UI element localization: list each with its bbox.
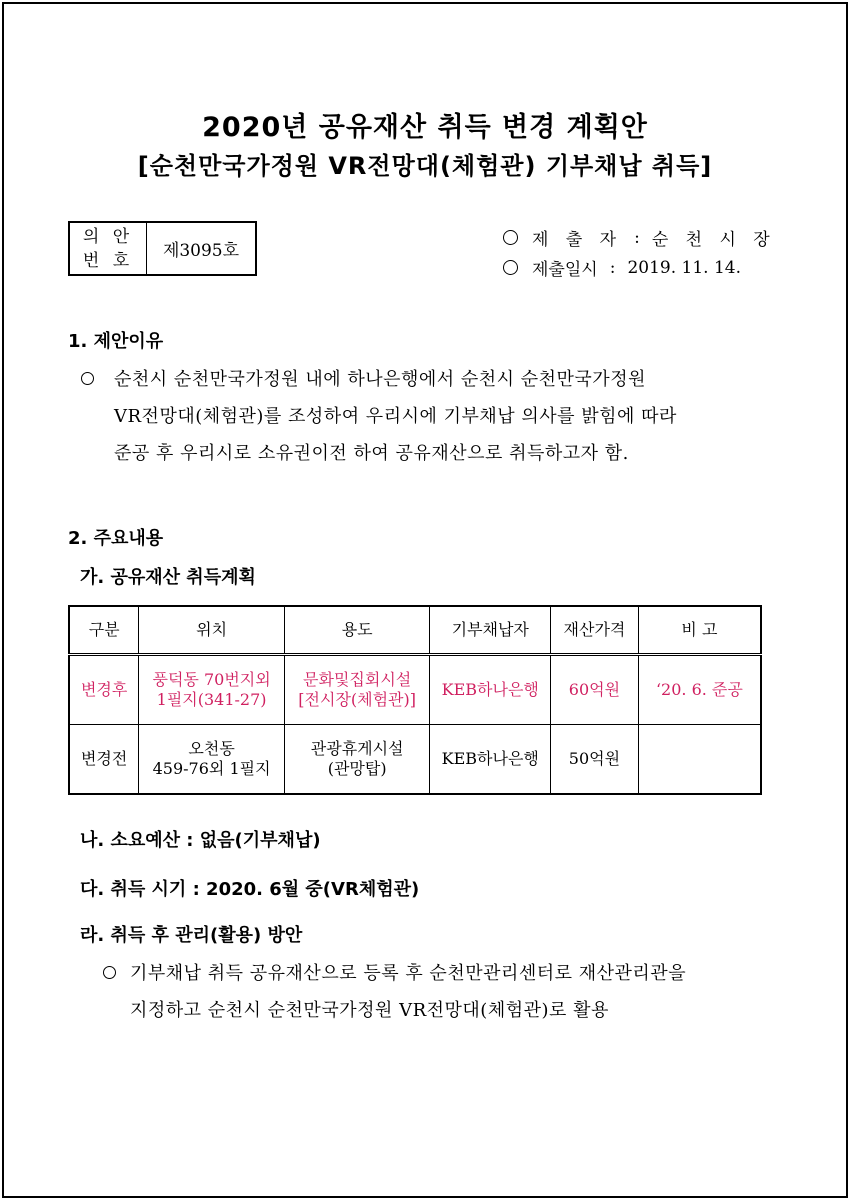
document-subtitle: [순천만국가정원 VR전망대(체험관) 기부채납 취득] [137, 152, 713, 180]
section1-heading: 1. 제안이유 [68, 331, 164, 352]
section2-sub-ga: 가. 공유재산 취득계획 [80, 567, 256, 588]
note-cell [638, 724, 761, 794]
column-header: 위치 [139, 606, 285, 654]
location-line1: 오천동 [188, 738, 235, 758]
submitter-label: 제 출 자 [532, 230, 623, 250]
price-cell: 50억원 [551, 724, 639, 794]
section2-sub-na: 나. 소요예산 : 없음(기부채납) [80, 830, 321, 851]
acquisition-plan-table [68, 605, 762, 795]
use-cell [284, 724, 430, 794]
row-type-cell: 변경후 [69, 654, 139, 724]
bill-number-value: 제3095호 [162, 241, 240, 261]
circle-bullet-icon [103, 966, 116, 979]
section2-sub-ra: 라. 취득 후 관리(활용) 방안 [80, 925, 303, 946]
colon-separator: : [609, 257, 616, 278]
location-line2: 1필지(341-27) [156, 689, 267, 709]
circle-bullet-icon [503, 260, 518, 275]
bill-label-line2: 번 호 [82, 250, 134, 271]
submit-date-value: 2019. 11. 14. [627, 257, 741, 278]
use-line1: 관광휴게시설 [310, 738, 404, 758]
column-header: 용도 [284, 606, 430, 654]
document-title: 2020년 공유재산 취득 변경 계획안 [202, 112, 648, 143]
submitter-row [503, 225, 776, 250]
use-line2: [전시장(체험관)] [298, 689, 417, 709]
donor-cell: KEB하나은행 [430, 724, 551, 794]
submit-date-label: 제출일시 [532, 260, 598, 280]
table-header-row [69, 606, 761, 654]
location-cell [139, 654, 285, 724]
use-line1: 문화및집회시설 [303, 669, 412, 689]
column-header: 기부채납자 [430, 606, 551, 654]
price-cell: 60억원 [551, 654, 639, 724]
section2-heading: 2. 주요내용 [68, 528, 164, 549]
table-row [69, 724, 761, 794]
use-line2: (관망탑) [327, 758, 387, 778]
column-header: 재산가격 [551, 606, 639, 654]
table-row [69, 654, 761, 724]
bill-number-label [70, 223, 147, 274]
row-type-cell: 변경전 [69, 724, 139, 794]
note-cell: ‘20. 6. 준공 [638, 654, 761, 724]
column-header: 비 고 [638, 606, 761, 654]
location-line2: 459-76외 1필지 [152, 758, 271, 778]
section1-line1: 순천시 순천만국가정원 내에 하나은행에서 순천시 순천만국가정원 [114, 369, 646, 390]
submitter-value: 순 천 시 장 [651, 230, 776, 250]
section1-line2: VR전망대(체험관)를 조성하여 우리시에 기부채납 의사를 밝힘에 따라 [114, 406, 677, 427]
bill-label-line1: 의 안 [82, 226, 134, 247]
circle-bullet-icon [503, 230, 518, 245]
bill-number-box [68, 221, 257, 276]
colon-separator: : [634, 227, 640, 248]
ra-line2: 지정하고 순천시 순천만국가정원 VR전망대(체험관)로 활용 [130, 1000, 609, 1021]
section1-line3: 준공 후 우리시로 소유권이전 하여 공유재산으로 취득하고자 함. [114, 443, 629, 464]
donor-cell: KEB하나은행 [430, 654, 551, 724]
circle-bullet-icon [81, 372, 94, 385]
ra-line1: 기부채납 취득 공유재산으로 등록 후 순천만관리센터로 재산관리관을 [130, 963, 687, 984]
submit-date-row [503, 255, 741, 280]
location-cell [139, 724, 285, 794]
column-header: 구분 [69, 606, 139, 654]
use-cell [284, 654, 430, 724]
location-line1: 풍덕동 70번지외 [152, 669, 271, 689]
section2-sub-da: 다. 취득 시기 : 2020. 6월 중(VR체험관) [80, 879, 420, 900]
